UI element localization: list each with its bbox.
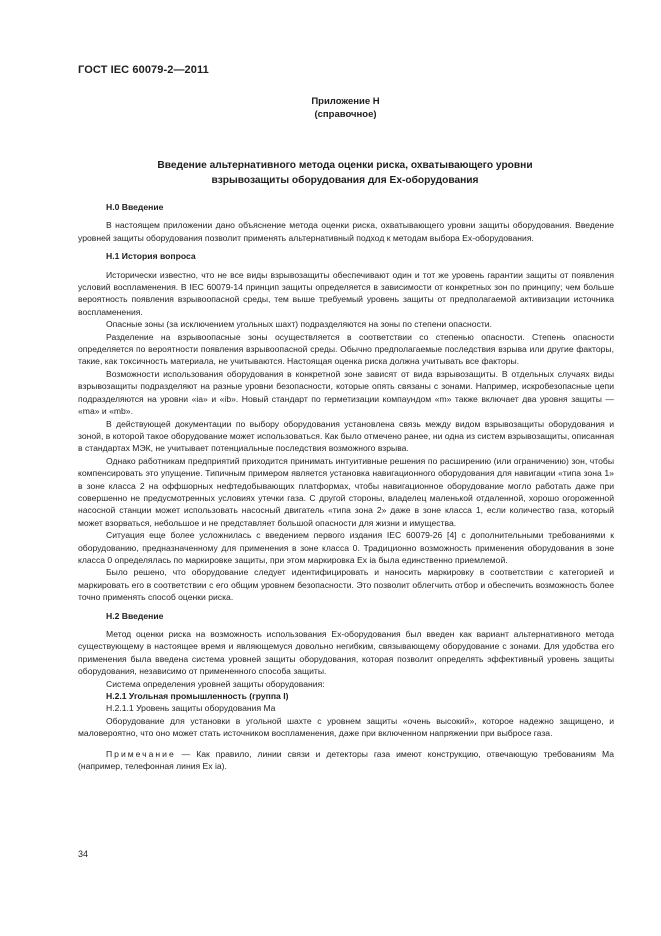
subsection-heading-h21: Н.2.1 Угольная промышленность (группа I) bbox=[106, 691, 289, 702]
paragraph: Однако работникам предприятий приходится принимать интуитивные решения по расширению (или ограничению) зон, чтобы компенсировать это упущение. Типичным примером является установка навигационного оборудования для навигации «типа зона 1» в зоне класса 2 на оффшорных нефтедобывающих платформах, чтобы навигационное оборудование могло работать даже при совершенно не предусмотренных условиях утечки газа. С другой стороны, владелец маленькой отдаленной, хорошо огороженной насосной станции может использовать насосный двигатель «типа зона 2» даже в зоне класса 1, если количество газа, который может взорваться, небольшое и не представляет большой опасности для жизни и имущества. bbox=[78, 455, 614, 528]
paragraph: Исторически известно, что не все виды взрывозащиты обеспечивают один и тот же уровень гарантии защиты от появления условий воспламенения. В IEC 60079-14 принцип защиты определяется в зависимости от конкретных зон по принципу; чем больше вероятность появления взрывоопасной среды, тем выше требуемый уровень защиты от предполагаемой активизации источника воспламенения. bbox=[78, 269, 614, 317]
title-line-1: Введение альтернативного метода оценки риска, охватывающего уровни bbox=[157, 160, 533, 171]
body-text bbox=[78, 201, 614, 772]
page-number: 34 bbox=[78, 849, 89, 859]
appendix-type: (справочное) bbox=[314, 109, 377, 120]
paragraph: Разделение на взрывоопасные зоны осуществляется в соответствии со степенью опасности. Степень опасности определяется по вероятности появления взрывоопасной среды. Обычно предполагаемые последствия взрыва или другие факторы, такие, как токсичность материала, не учитываются. Настоящая оценка риска должна учитывать все факторы. bbox=[78, 331, 614, 367]
appendix-label: Приложение Н bbox=[311, 96, 380, 107]
paragraph: Оборудование для установки в угольной шахте с уровнем защиты «очень высокий», которое надежно защищено, и маловероятно, что оно может стать источником воспламенения, даже при включенном напряжении при выбросе газа. bbox=[78, 715, 614, 739]
standard-code: ГОСТ IEC 60079-2—2011 bbox=[78, 64, 209, 76]
note-label: Примечание bbox=[106, 748, 176, 759]
paragraph: Система определения уровней защиты оборудования: bbox=[106, 678, 325, 689]
paragraph: Метод оценки риска на возможность использования Ex-оборудования был введен как вариант альтернативного метода существующему в настоящее время и являющемуся довольно негибким, связывающему оборудование с зонами. Для удобства его применения была введена система уровней защиты оборудования, которая позволит определять эффективный уровень защиты оборудования, независимо от примененного способа защиты. bbox=[78, 629, 614, 677]
paragraph: Н.2.1.1 Уровень защиты оборудования Ma bbox=[106, 703, 276, 714]
paragraph: Ситуация еще более усложнилась с введением первого издания IEC 60079-26 [4] с дополнительными требованиями к оборудованию, предназначенному для применения в зоне класса 0. Традиционно возможность применения оборудования в зоне класса 0 определялась по маркировке защиты, при этом маркировка Ex ia была единственно приемлемой. bbox=[78, 530, 614, 565]
paragraph: Было решено, что оборудование следует идентифицировать и наносить маркировку в соответствии с категорией и маркировать его в соответствии с его общим уровнем безопасности. Это позволит облегчить отбор и обеспечить возможность более точно применять способ оценки риска. bbox=[78, 567, 614, 603]
paragraph: Возможности использования оборудования в конкретной зоне зависят от вида взрывозащиты. В отдельных случаях виды взрывозащиты подразделяют на разные уровни безопасности, которые опять связаны с зонами. Например, искробезопасные цепи подразделяются на уровни «ia» и «ib». Новый стандарт по герметизации компаундом «m» также включает два уровня защиты — «ma» и «mb». bbox=[78, 368, 614, 417]
paragraph: В настоящем приложении дано объяснение метода оценки риска, охватывающего уровни защиты оборудования. Введение уровней защиты оборудования позволит применять альтернативный подход к методам выбора Ex-оборудования. bbox=[78, 220, 614, 243]
paragraph: Опасные зоны (за исключением угольных шахт) подразделяются на зоны по степени опасности. bbox=[106, 319, 492, 330]
paragraph: В действующей документации по выбору оборудования установлена связь между видом взрывозащиты оборудования и зоной, в которой такое оборудование может использоваться. Как было отмечено ранее, ни одна из систем взрывозащиты, описанная в стандартах МЭК, не учитывает потенциальные последствия возможного взрыва. bbox=[78, 418, 614, 454]
section-heading-h2: Н.2 Введение bbox=[106, 610, 164, 621]
appendix-title bbox=[110, 158, 580, 188]
section-heading-h1: Н.1 История вопроса bbox=[106, 251, 196, 262]
title-line-2: взрывозащиты оборудования для Ex-оборудования bbox=[211, 175, 479, 186]
note-text: — Как правило, линии связи и детекторы газа имеют конструкцию, отвечающую требованиям Ма (например, телефонная линия Ex ia). bbox=[78, 748, 614, 772]
note bbox=[78, 748, 614, 773]
section-heading-h0: Н.0 Введение bbox=[106, 202, 164, 212]
